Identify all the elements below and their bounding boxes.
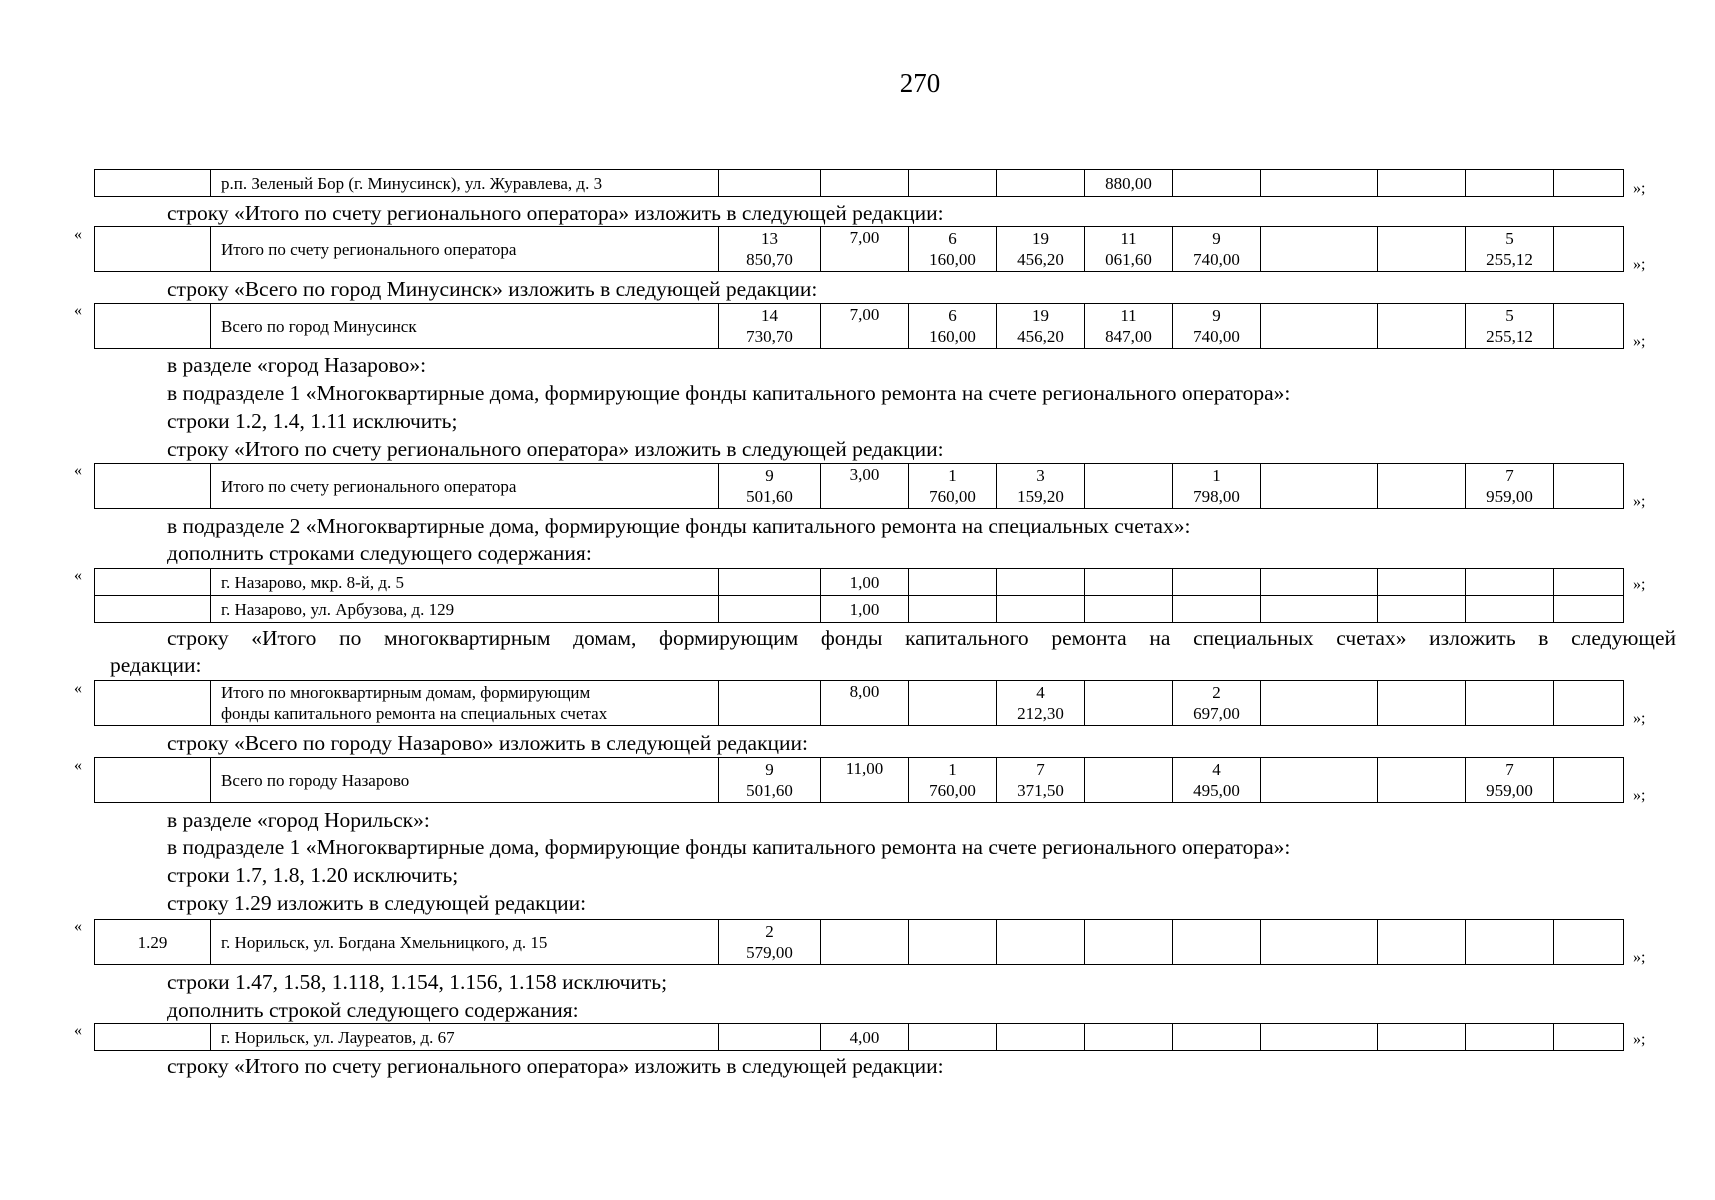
cell-value: 7 959,00: [1466, 464, 1554, 509]
instruction-text: строку «Итого по счету регионального оператора» изложить в следующей редакции:: [167, 201, 944, 225]
cell-value: [909, 170, 997, 197]
cell-value: [1085, 464, 1173, 509]
cell-num: [95, 304, 211, 349]
cell-value: [1173, 920, 1261, 965]
cell-value: [1378, 596, 1466, 623]
table-row: [95, 596, 1624, 623]
cell-num: [95, 681, 211, 726]
opening-quote: «: [74, 757, 82, 774]
cell-value: 8,00: [821, 681, 909, 726]
cell-value: [1554, 304, 1624, 349]
cell-value: [1378, 681, 1466, 726]
cell-value: 1 760,00: [909, 464, 997, 509]
closing-quote: »;: [1633, 576, 1646, 593]
cell-value: 4 495,00: [1173, 758, 1261, 803]
instruction-text: строки 1.2, 1.4, 1.11 исключить;: [167, 409, 458, 433]
cell-value: [909, 1024, 997, 1051]
cell-value: 11,00: [821, 758, 909, 803]
page-number: 270: [899, 68, 941, 98]
cell-value: [1173, 596, 1261, 623]
instruction-text: в подразделе 2 «Многоквартирные дома, формирующие фонды капитального ремонта на специальных счетах»:: [167, 514, 1191, 538]
cell-value: [1261, 304, 1378, 349]
table-row-total-minusinsk: [94, 303, 1624, 349]
cell-value: 5 255,12: [1466, 227, 1554, 272]
cell-num: [95, 569, 211, 596]
cell-num: [95, 758, 211, 803]
cell-value: [1261, 569, 1378, 596]
instruction-text: в разделе «город Норильск»:: [167, 808, 430, 832]
cell-value: [1554, 170, 1624, 197]
cell-value: 1,00: [821, 569, 909, 596]
instruction-text: строку «Итого по счету регионального оператора» изложить в следующей редакции:: [167, 1054, 944, 1078]
cell-value: [1173, 170, 1261, 197]
cell-value: [1261, 596, 1378, 623]
table-row-total-special-accounts: [94, 680, 1624, 726]
cell-value: [1085, 569, 1173, 596]
cell-value: [997, 1024, 1085, 1051]
instruction-text: строку «Итого по многоквартирным домам, формирующим фонды капитального ремонта на специальных счетах» изложить в следующей: [167, 626, 1676, 650]
instruction-text: строку «Всего по городу Назарово» изложить в следующей редакции:: [167, 731, 809, 755]
instruction-text: в разделе «город Назарово»:: [167, 353, 427, 377]
table-row-zeleny-bor: [94, 169, 1624, 197]
cell-value: [1466, 596, 1554, 623]
closing-quote: »;: [1633, 710, 1646, 727]
cell-value: 1,00: [821, 596, 909, 623]
closing-quote: »;: [1633, 1031, 1646, 1048]
cell-value: 7,00: [821, 227, 909, 272]
table-rows-nazarovo-additions: [94, 568, 1624, 623]
table-row-total-regional-minusinsk: [94, 226, 1624, 272]
cell-value: [997, 170, 1085, 197]
cell-value: [1554, 596, 1624, 623]
cell-value: [1173, 1024, 1261, 1051]
cell-value: [719, 681, 821, 726]
cell-value: [1466, 569, 1554, 596]
cell-value: [1378, 569, 1466, 596]
cell-value: [1261, 1024, 1378, 1051]
instruction-text: строку 1.29 изложить в следующей редакции:: [167, 891, 587, 915]
cell-value: [1085, 596, 1173, 623]
cell-value: 2 697,00: [1173, 681, 1261, 726]
instruction-text: строку «Итого по счету регионального оператора» изложить в следующей редакции:: [167, 437, 944, 461]
cell-value: 5 255,12: [1466, 304, 1554, 349]
cell-value: [1085, 758, 1173, 803]
cell-value: 1 760,00: [909, 758, 997, 803]
cell-value: 13 850,70: [719, 227, 821, 272]
cell-name: Итого по многоквартирным домам, формирующим фонды капитального ремонта на специальных счетах: [211, 681, 719, 726]
cell-value: 3,00: [821, 464, 909, 509]
cell-value: [1261, 681, 1378, 726]
cell-value: [1554, 464, 1624, 509]
cell-value: 6 160,00: [909, 304, 997, 349]
cell-value: 19 456,20: [997, 304, 1085, 349]
opening-quote: «: [74, 462, 82, 479]
cell-value: [719, 596, 821, 623]
cell-value: [1261, 227, 1378, 272]
instruction-text: редакции:: [110, 653, 202, 677]
cell-name: г. Норильск, ул. Богдана Хмельницкого, д. 15: [211, 920, 719, 965]
cell-num: [95, 596, 211, 623]
cell-num: [95, 227, 211, 272]
cell-value: [1378, 170, 1466, 197]
cell-value: 4,00: [821, 1024, 909, 1051]
cell-name: р.п. Зеленый Бор (г. Минусинск), ул. Журавлева, д. 3: [211, 170, 719, 197]
instruction-text: строку «Всего по город Минусинск» изложить в следующей редакции:: [167, 277, 818, 301]
cell-name: г. Назарово, ул. Арбузова, д. 129: [211, 596, 719, 623]
cell-value: 7 371,50: [997, 758, 1085, 803]
cell-value: 7 959,00: [1466, 758, 1554, 803]
cell-value: [719, 569, 821, 596]
opening-quote: «: [74, 918, 82, 935]
cell-name: г. Норильск, ул. Лауреатов, д. 67: [211, 1024, 719, 1051]
cell-value: [1378, 758, 1466, 803]
cell-value: 7,00: [821, 304, 909, 349]
cell-value: [1378, 920, 1466, 965]
cell-value: 9 501,60: [719, 758, 821, 803]
cell-value: 11 847,00: [1085, 304, 1173, 349]
table-row-1-29: [94, 919, 1624, 965]
cell-value: [997, 596, 1085, 623]
cell-value: [1554, 1024, 1624, 1051]
cell-value: [1554, 569, 1624, 596]
opening-quote: «: [74, 226, 82, 243]
cell-name: Итого по счету регионального оператора: [211, 227, 719, 272]
instruction-text: строки 1.47, 1.58, 1.118, 1.154, 1.156, 1.158 исключить;: [167, 970, 668, 994]
cell-value: [909, 920, 997, 965]
cell-value: 9 740,00: [1173, 227, 1261, 272]
cell-value: [1085, 1024, 1173, 1051]
cell-value: [1261, 170, 1378, 197]
cell-value: [1085, 920, 1173, 965]
cell-value: [1378, 304, 1466, 349]
cell-value: [1261, 464, 1378, 509]
cell-value: [719, 1024, 821, 1051]
cell-value: 11 061,60: [1085, 227, 1173, 272]
opening-quote: «: [74, 1022, 82, 1039]
cell-value: [1261, 758, 1378, 803]
cell-value: [821, 170, 909, 197]
cell-value: 9 740,00: [1173, 304, 1261, 349]
cell-value: [719, 170, 821, 197]
table-row-total-nazarovo: [94, 757, 1624, 803]
cell-value: 4 212,30: [997, 681, 1085, 726]
cell-value: [1554, 227, 1624, 272]
opening-quote: «: [74, 567, 82, 584]
closing-quote: »;: [1633, 493, 1646, 510]
opening-quote: «: [74, 302, 82, 319]
closing-quote: »;: [1633, 256, 1646, 273]
cell-value: [1378, 464, 1466, 509]
cell-value: 880,00: [1085, 170, 1173, 197]
cell-name: г. Назарово, мкр. 8-й, д. 5: [211, 569, 719, 596]
cell-value: [1466, 170, 1554, 197]
closing-quote: »;: [1633, 333, 1646, 350]
cell-value: [1554, 758, 1624, 803]
instruction-text: в подразделе 1 «Многоквартирные дома, формирующие фонды капитального ремонта на счете регионального оператора»:: [167, 835, 1291, 859]
cell-value: [1378, 227, 1466, 272]
table-row: [95, 569, 1624, 596]
cell-value: [1173, 569, 1261, 596]
cell-num: [95, 170, 211, 197]
cell-value: [1554, 920, 1624, 965]
table-row-lavreatov: [94, 1023, 1624, 1051]
closing-quote: »;: [1633, 787, 1646, 804]
cell-name: Всего по городу Назарово: [211, 758, 719, 803]
cell-num: [95, 1024, 211, 1051]
cell-value: [821, 920, 909, 965]
cell-value: [997, 920, 1085, 965]
cell-value: 19 456,20: [997, 227, 1085, 272]
instruction-text: строки 1.7, 1.8, 1.20 исключить;: [167, 863, 459, 887]
cell-value: 2 579,00: [719, 920, 821, 965]
cell-value: [1554, 681, 1624, 726]
cell-value: [909, 569, 997, 596]
cell-value: 9 501,60: [719, 464, 821, 509]
cell-value: 6 160,00: [909, 227, 997, 272]
cell-value: 14 730,70: [719, 304, 821, 349]
table-row-total-regional-nazarovo: [94, 463, 1624, 509]
cell-value: [1466, 1024, 1554, 1051]
cell-num: [95, 464, 211, 509]
cell-name: Итого по счету регионального оператора: [211, 464, 719, 509]
cell-value: 1 798,00: [1173, 464, 1261, 509]
cell-value: [1261, 920, 1378, 965]
instruction-text: в подразделе 1 «Многоквартирные дома, формирующие фонды капитального ремонта на счете регионального оператора»:: [167, 381, 1291, 405]
instruction-text: дополнить строками следующего содержания:: [167, 541, 592, 565]
cell-num: 1.29: [95, 920, 211, 965]
cell-value: [909, 681, 997, 726]
cell-value: [909, 596, 997, 623]
cell-value: 3 159,20: [997, 464, 1085, 509]
cell-value: [1378, 1024, 1466, 1051]
instruction-text: дополнить строкой следующего содержания:: [167, 998, 579, 1022]
cell-name: Всего по город Минусинск: [211, 304, 719, 349]
cell-value: [997, 569, 1085, 596]
opening-quote: «: [74, 680, 82, 697]
cell-value: [1466, 681, 1554, 726]
cell-value: [1085, 681, 1173, 726]
closing-quote: »;: [1633, 180, 1646, 197]
cell-value: [1466, 920, 1554, 965]
closing-quote: »;: [1633, 949, 1646, 966]
